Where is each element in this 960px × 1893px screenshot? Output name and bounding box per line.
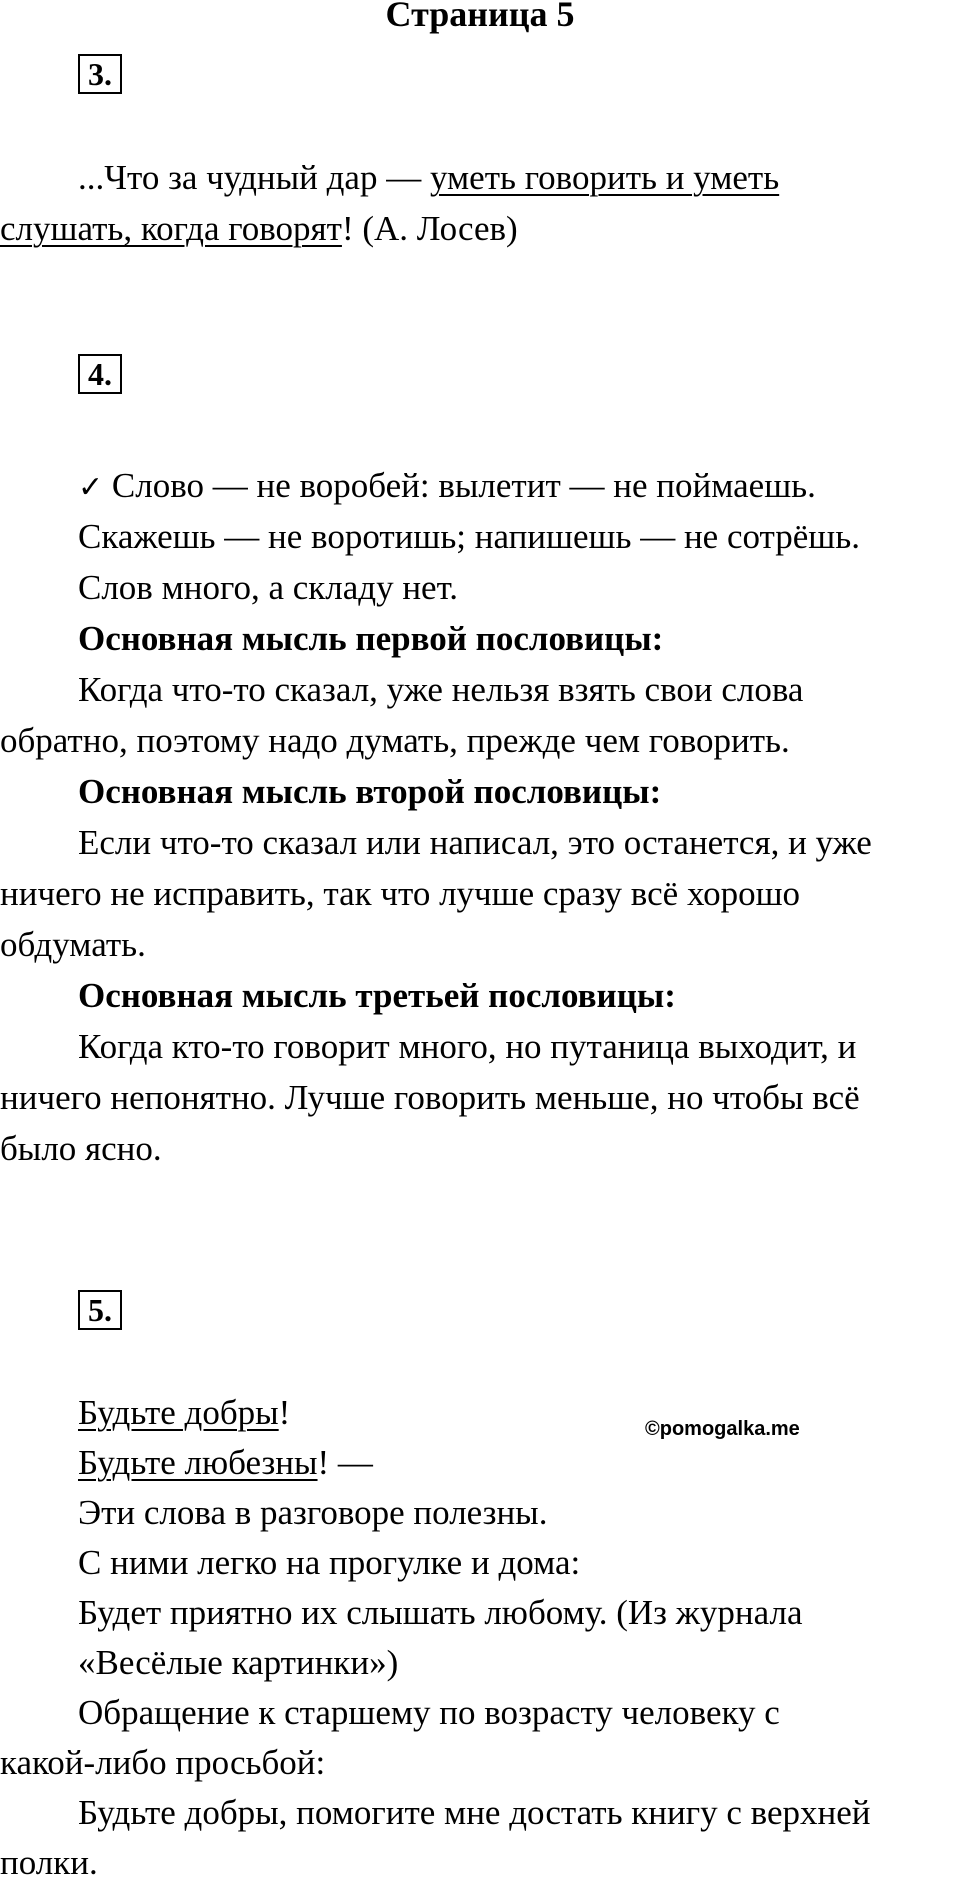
watermark: ©pomogalka.me (645, 1418, 800, 1440)
proverb-2: Скажешь — не воротишь; напишешь — не сотрёшь. (78, 517, 860, 556)
answer-3-line-2: ничего непонятно. Лучше говорить меньше, но чтобы всё (0, 1078, 860, 1117)
text-2-line-1: Будьте добры, помогите мне достать книгу с верхней (78, 1793, 871, 1832)
quote-line-2 (0, 203, 960, 254)
task-4-number: 4. (78, 354, 122, 394)
heading-second-proverb: Основная мысль второй пословицы: (78, 772, 662, 811)
page-title: Страница 5 (385, 0, 575, 34)
answer-2-line-2: ничего не исправить, так что лучше сразу всё хорошо (0, 874, 801, 913)
text-1-line-1: Обращение к старшему по возрасту человеку с (78, 1693, 780, 1732)
task-3-number: 3. (78, 54, 122, 94)
answer-2-line-3: обдумать. (0, 925, 146, 964)
poem-line-1 (0, 1388, 960, 1438)
proverb-3: Слов много, а складу нет. (78, 568, 459, 607)
answer-3-line-3: было ясно. (0, 1129, 162, 1168)
answer-1-line-1: Когда что-то сказал, уже нельзя взять свои слова (78, 670, 804, 709)
checkmark-icon: ✓ (78, 470, 104, 505)
quote-prefix: ...Что за чудный дар — (78, 158, 430, 197)
poem-line-2 (0, 1438, 960, 1488)
quote-underlined-part-2: слушать, когда говорят (0, 209, 342, 248)
answer-1-line-2: обратно, поэтому надо думать, прежде чем говорить. (0, 721, 790, 760)
poem-line-2-underlined: Будьте любезны (78, 1443, 318, 1482)
quote-line-1 (0, 152, 960, 203)
answer-3-line-1: Когда кто-то говорит много, но путаница выходит, и (78, 1027, 857, 1066)
task-5-number: 5. (78, 1290, 122, 1330)
proverb-1-text: Слово — не воробей: вылетит — не поймаешь. (103, 466, 816, 505)
poem-line-5: Будет приятно их слышать любому. (Из журнала (78, 1593, 803, 1632)
heading-first-proverb: Основная мысль первой пословицы: (78, 619, 664, 658)
heading-third-proverb: Основная мысль третьей пословицы: (78, 976, 676, 1015)
text-1-line-2: какой-либо просьбой: (0, 1743, 326, 1782)
poem-line-1-underlined: Будьте добры (78, 1393, 279, 1432)
answer-2-line-1: Если что-то сказал или написал, это останется, и уже (78, 823, 872, 862)
text-2-line-2: полки. (0, 1843, 98, 1882)
poem-line-6: «Весёлые картинки») (78, 1643, 399, 1682)
task-3-quote (0, 152, 960, 254)
poem-line-4: С ними легко на прогулке и дома: (78, 1543, 581, 1582)
proverb-1 (0, 460, 960, 511)
poem-line-3: Эти слова в разговоре полезны. (78, 1493, 548, 1532)
poem-line-1-suffix: ! (278, 1393, 291, 1432)
task-5-text (0, 1388, 960, 1888)
task-4-proverbs (0, 460, 960, 1174)
quote-underlined-part-1: уметь говорить и уметь (429, 158, 780, 197)
quote-author: ! (А. Лосев) (341, 209, 518, 248)
poem-line-2-suffix: ! — (317, 1443, 373, 1482)
